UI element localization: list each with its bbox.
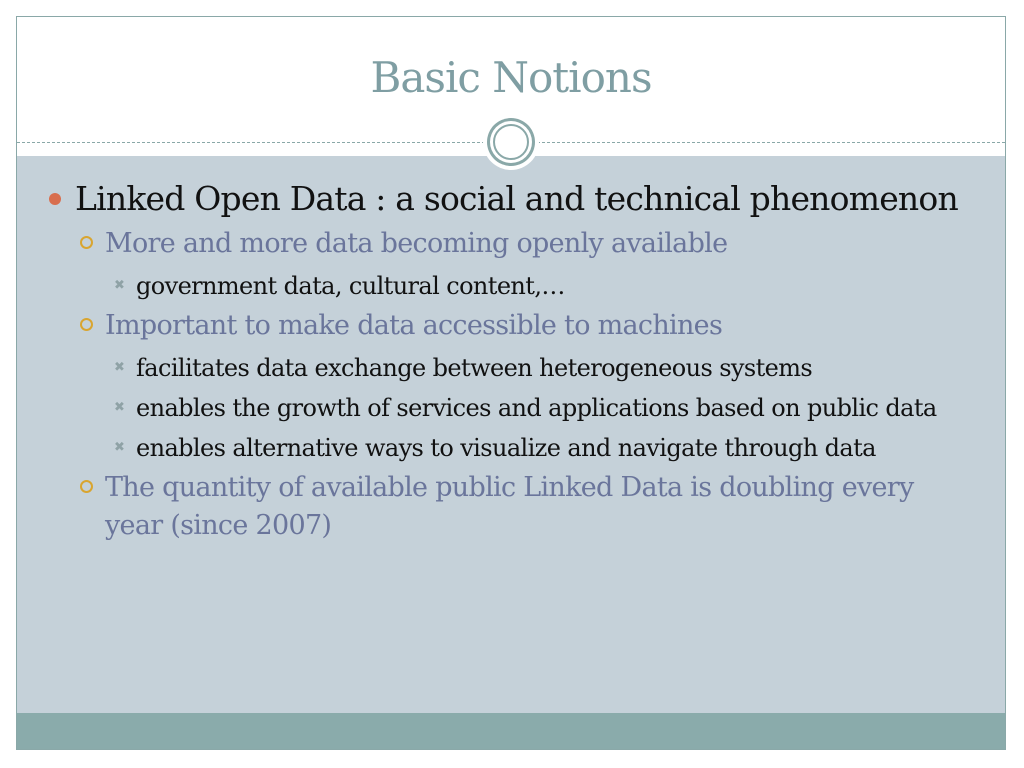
ring-bullet-icon [80, 480, 93, 493]
bullet-level2 [47, 469, 977, 545]
bullet-level3 [47, 269, 977, 303]
bullet-level3 [47, 391, 977, 425]
bullet-level2 [47, 225, 977, 263]
slide-body [47, 177, 977, 545]
filled-circle-bullet-icon [49, 193, 61, 205]
bullet-text: enables the growth of services and applications based on public data [136, 394, 937, 422]
bullet-level3 [47, 431, 977, 465]
slide-title: Basic Notions [370, 53, 652, 102]
double-ring-ornament-icon [483, 114, 539, 170]
bullet-text: Linked Open Data : a social and technical phenomenon [75, 179, 958, 218]
x-mark-bullet-icon: ✖ [114, 400, 125, 415]
x-mark-bullet-icon: ✖ [114, 360, 125, 375]
x-mark-bullet-icon: ✖ [114, 440, 125, 455]
bullet-text: The quantity of available public Linked Data is doubling every year (since 2007) [105, 472, 914, 541]
bullet-level2 [47, 307, 977, 345]
bullet-text: enables alternative ways to visualize and navigate through data [136, 434, 876, 462]
footer-band [17, 713, 1005, 749]
slide [16, 16, 1006, 750]
bullet-level3 [47, 351, 977, 385]
bullet-level1 [47, 177, 977, 221]
x-mark-bullet-icon: ✖ [114, 278, 125, 293]
ring-bullet-icon [80, 236, 93, 249]
bullet-text: government data, cultural content,… [136, 272, 565, 300]
bullet-text: More and more data becoming openly available [105, 228, 728, 259]
bullet-text: facilitates data exchange between heterogeneous systems [136, 354, 813, 382]
bullet-text: Important to make data accessible to machines [105, 310, 723, 341]
ring-bullet-icon [80, 318, 93, 331]
